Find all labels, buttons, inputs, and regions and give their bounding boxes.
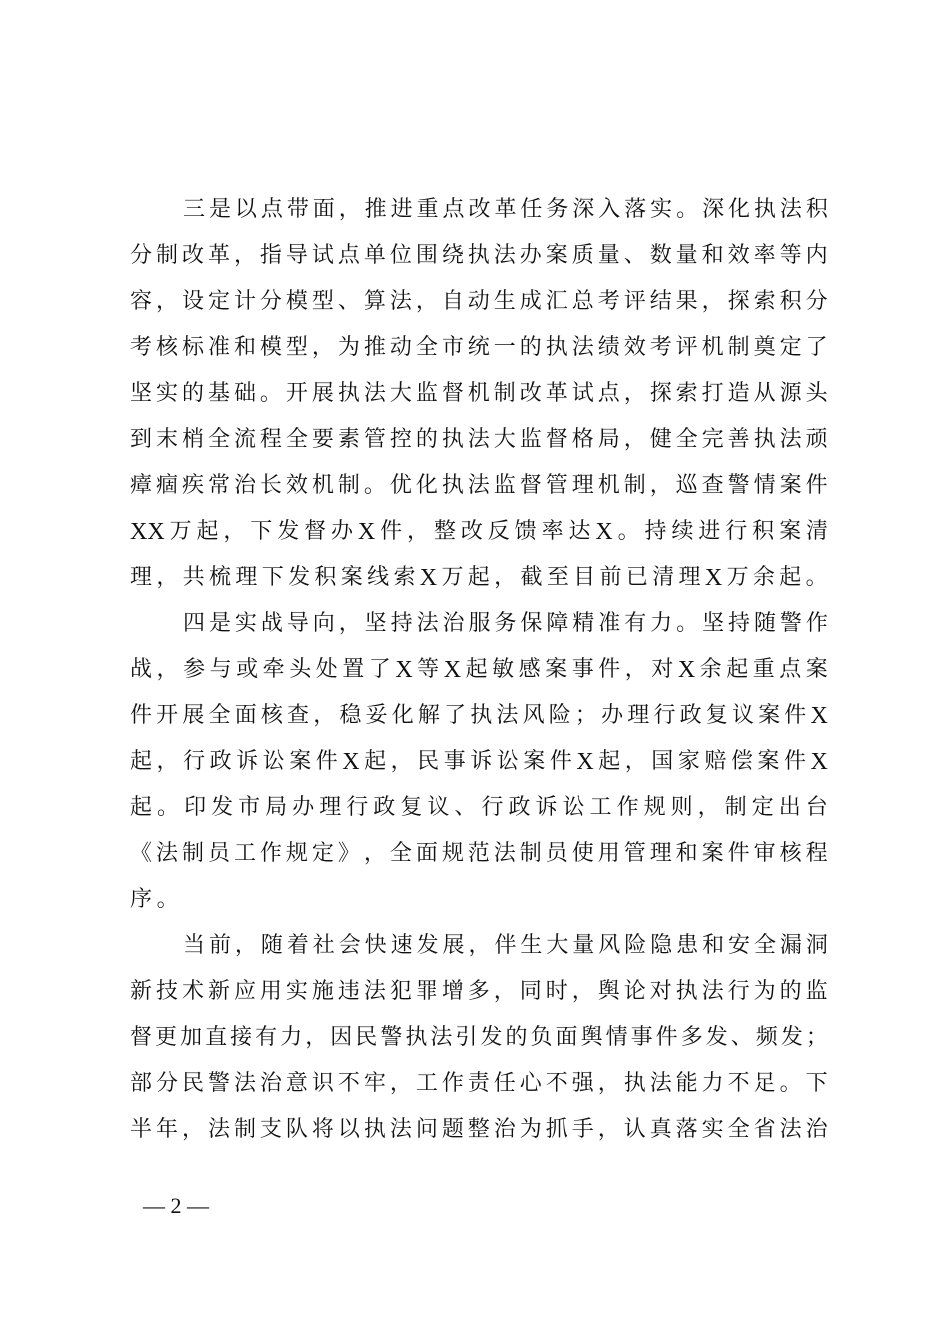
text-line: 三 是 以 点 带 面 ， 推 进 重 点 改 革 任 务 深 入 落 实 。 深 化 执 法 积 <box>183 197 828 222</box>
text-line: 件 开 展 全 面 核 查 ， 稳 妥 化 解 了 执 法 风 险 ； 办 理 行 政 复 议 案 件 X <box>130 703 828 729</box>
text-line: 容 ， 设 定 计 分 模 型 、 算 法 ， 自 动 生 成 汇 总 考 评 结 果 ， 探 索 积 分 <box>130 289 828 314</box>
text-line: 当 前 ， 随 着 社 会 快 速 发 展 ， 伴 生 大 量 风 险 隐 患 和 安 全 漏 洞 <box>183 933 828 958</box>
text-line: 瘴 痼 疾 常 治 长 效 机 制 。 优 化 执 法 监 督 管 理 机 制 ， 巡 查 警 情 案 件 <box>130 473 828 498</box>
text-line: 分 制 改 革 ， 指 导 试 点 单 位 围 绕 执 法 办 案 质 量 、 数 量 和 效 率 等 内 <box>130 243 828 268</box>
text-line: 四 是 实 战 导 向 ， 坚 持 法 治 服 务 保 障 精 准 有 力 。 坚 持 随 警 作 <box>183 611 828 636</box>
text-line: 战 ， 参 与 或 牵 头 处 置 了 X 等 X 起 敏 感 案 事 件 ， 对 X 余 起 重 点 案 <box>130 657 828 683</box>
text-line: 起 。 印 发 市 局 办 理 行 政 复 议 、 行 政 诉 讼 工 作 规 则 ， 制 定 出 台 <box>130 795 828 820</box>
text-line: 起 ， 行 政 诉 讼 案 件 X 起 ， 民 事 诉 讼 案 件 X 起 ， 国 家 赔 偿 案 件 X <box>130 749 828 775</box>
text-line: 半 年 ， 法 制 支 队 将 以 执 法 问 题 整 治 为 抓 手 ， 认 真 落 实 全 省 法 治 <box>130 1117 828 1142</box>
text-line: 理 ， 共 梳 理 下 发 积 案 线 索 X 万 起 ， 截 至 目 前 已 清 理 X 万 余 起 。 <box>130 565 828 591</box>
text-line: XX 万 起 ， 下 发 督 办 X 件 ， 整 改 反 馈 率 达 X 。 持 续 进 行 积 案 清 <box>130 519 828 545</box>
text-line: 序。 <box>130 887 184 912</box>
text-line: 坚 实 的 基 础 。 开 展 执 法 大 监 督 机 制 改 革 试 点 ， 探 索 打 造 从 源 头 <box>130 381 828 406</box>
text-line: 《 法 制 员 工 作 规 定 》 ， 全 面 规 范 法 制 员 使 用 管 理 和 案 件 审 核 程 <box>130 841 828 866</box>
text-line: 督 更 加 直 接 有 力 ， 因 民 警 执 法 引 发 的 负 面 舆 情 事 件 多 发 、 频 发 ； <box>130 1025 828 1050</box>
text-line: 新 技 术 新 应 用 实 施 违 法 犯 罪 增 多 ， 同 时 ， 舆 论 对 执 法 行 为 的 监 <box>130 979 828 1004</box>
text-line: 到 末 梢 全 流 程 全 要 素 管 控 的 执 法 大 监 督 格 局 ， 健 全 完 善 执 法 顽 <box>130 427 828 452</box>
text-line: 部 分 民 警 法 治 意 识 不 牢 ， 工 作 责 任 心 不 强 ， 执 法 能 力 不 足 。 下 <box>130 1071 828 1096</box>
page-number: — 2 — <box>143 1193 209 1218</box>
text-line: 考 核 标 准 和 模 型 ， 为 推 动 全 市 统 一 的 执 法 绩 效 考 评 机 制 奠 定 了 <box>130 335 828 360</box>
